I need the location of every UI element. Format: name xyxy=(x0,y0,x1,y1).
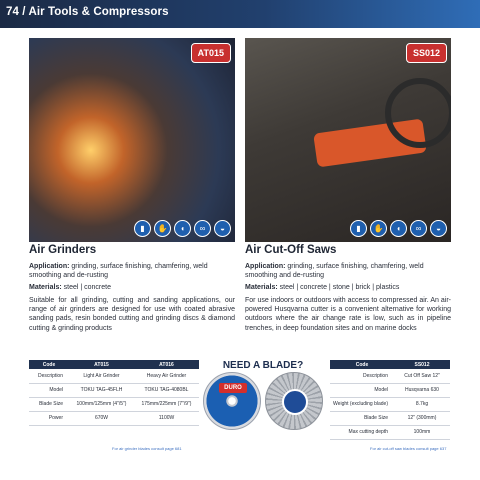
table-row xyxy=(330,369,450,383)
diamond-blade-image xyxy=(265,372,323,430)
spec-table-cut-off-saws xyxy=(330,360,450,440)
column-header: SS012 xyxy=(394,360,450,369)
ear-protection-icon: ◖ xyxy=(174,220,191,237)
materials-label: Materials: xyxy=(29,284,62,291)
header-bar xyxy=(0,0,480,28)
table-row xyxy=(29,369,199,383)
table-header-row xyxy=(330,360,450,369)
application-label: Application: xyxy=(245,263,286,270)
table-row xyxy=(330,397,450,411)
footnote-link-cut-off-saw-blades[interactable]: For air cut-off saw blades consult page 637 xyxy=(370,446,447,451)
table-cell: 1100W xyxy=(134,411,199,425)
table-cell: Cut Off Saw 12" xyxy=(394,369,450,383)
materials-value: steel | concrete | stone | brick | plastics xyxy=(279,284,400,291)
product-code-badge: SS012 xyxy=(406,43,447,63)
blade-hub xyxy=(282,389,308,415)
boots-icon: ▮ xyxy=(134,220,151,237)
ppe-icons xyxy=(350,220,447,237)
table-cell: 8.7kg xyxy=(394,397,450,411)
row-label: Model xyxy=(330,383,394,397)
application-label: Application: xyxy=(29,263,70,270)
materials-text xyxy=(29,283,235,292)
row-label: Model xyxy=(29,383,69,397)
table-cell: 100mm/125mm (4"/5") xyxy=(69,397,134,411)
table-row xyxy=(330,411,450,425)
saw-blade-guard-shape xyxy=(385,78,451,148)
materials-value: steel | concrete xyxy=(63,284,111,291)
gloves-icon: ✋ xyxy=(154,220,171,237)
page-title: 74 / Air Tools & Compressors xyxy=(6,6,169,18)
table-cell: Light Air Grinder xyxy=(69,369,134,383)
table-row xyxy=(29,397,199,411)
section-title-air-grinders: Air Grinders xyxy=(29,244,97,256)
row-label: Description xyxy=(330,369,394,383)
materials-label: Materials: xyxy=(245,284,278,291)
mask-icon: ◒ xyxy=(430,220,447,237)
column-header: AT015 xyxy=(69,360,134,369)
ppe-icons xyxy=(134,220,231,237)
table-cell: TOKU TAG-45FLH xyxy=(69,383,134,397)
row-label: Description xyxy=(29,369,69,383)
boots-icon: ▮ xyxy=(350,220,367,237)
goggles-icon: ∞ xyxy=(194,220,211,237)
abrasive-disc-image xyxy=(203,372,261,430)
application-text xyxy=(29,262,235,280)
product-description: Suitable for all grinding, cutting and sanding applications, our range of air grinders are designed for use with coated abrasive sanding pads, resin bonded cutting and grinding discs & diamond cutting & grinding products xyxy=(29,297,235,332)
column-header: Code xyxy=(330,360,394,369)
row-label: Max cutting depth xyxy=(330,425,394,439)
table-row xyxy=(330,425,450,439)
mask-icon: ◒ xyxy=(214,220,231,237)
brand-logo: DURO xyxy=(219,383,247,393)
materials-text xyxy=(245,283,451,292)
goggles-icon: ∞ xyxy=(410,220,427,237)
application-value: grinding, surface finishing, chamfering, weld smoothing and de-rusting xyxy=(29,263,208,280)
column-header: AT016 xyxy=(134,360,199,369)
need-a-blade-heading: NEED A BLADE? xyxy=(222,360,304,371)
row-label: Blade Size xyxy=(330,411,394,425)
table-row xyxy=(29,411,199,425)
section-title-cut-off-saws: Air Cut-Off Saws xyxy=(245,244,337,256)
product-description: For use indoors or outdoors with access to compressed air. An air-powered Husqvarna cutter is a convenient alternative for working outdoors where the air change rate is low, such as in pipeline trenches, in deep foundation sites and on marine docks xyxy=(245,297,451,332)
table-row xyxy=(29,383,199,397)
row-label: Power xyxy=(29,411,69,425)
spec-table-air-grinders xyxy=(29,360,199,426)
table-cell: TOKU TAG-4080BL xyxy=(134,383,199,397)
application-value: grinding, surface finishing, chamfering, weld smoothing and de-rusting xyxy=(245,263,424,280)
cut-off-saw-photo xyxy=(245,38,451,242)
table-cell: Heavy Air Grinder xyxy=(134,369,199,383)
table-cell: 670W xyxy=(69,411,134,425)
gloves-icon: ✋ xyxy=(370,220,387,237)
table-cell: 100mm xyxy=(394,425,450,439)
row-label: Blade Size xyxy=(29,397,69,411)
air-grinder-photo xyxy=(29,38,235,242)
table-header-row xyxy=(29,360,199,369)
table-cell: 175mm/225mm (7"/9") xyxy=(134,397,199,411)
application-text xyxy=(245,262,451,280)
table-cell: Husqvarna 630 xyxy=(394,383,450,397)
footnote-link-air-grinder-blades[interactable]: For air grinder blades consult page 681 xyxy=(112,446,182,451)
table-row xyxy=(330,383,450,397)
column-header: Code xyxy=(29,360,69,369)
row-label: Weight (excluding blade) xyxy=(330,397,394,411)
product-code-badge: AT015 xyxy=(191,43,231,63)
ear-protection-icon: ◖ xyxy=(390,220,407,237)
table-cell: 12" (300mm) xyxy=(394,411,450,425)
